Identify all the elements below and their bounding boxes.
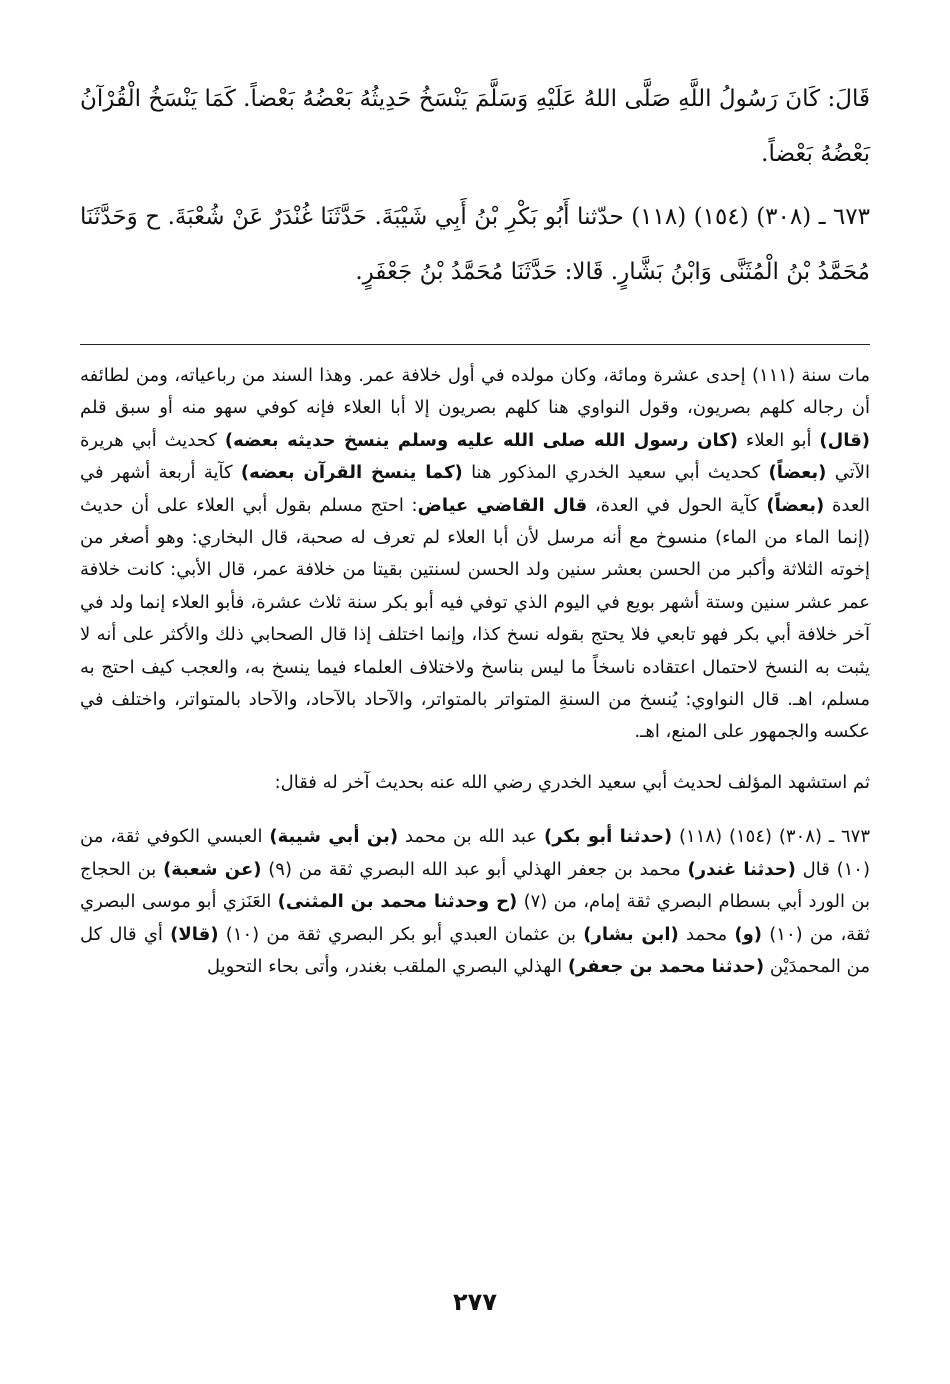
commentary-paragraph (80, 360, 870, 749)
commentary-text: مات سنة (١١١) إحدى عشرة ومائة، وكان مولده في أول خلافة عمر. وهذا السند من رباعياته، ومن لطائفه أن رجاله كلهم بصريون، وقول النواوي هنا كلهم بصريون إلا أبا العلاء فإنه كوفي سهو منه أو سبق قلم (80, 365, 870, 419)
commentary-text: كحديث أبي هريرة الآتي (80, 429, 870, 484)
commentary-text: محمد (678, 923, 735, 945)
bold-quote: (عن شعبة) (163, 858, 262, 880)
bold-quote: (حدثنا غندر) (687, 858, 796, 880)
bold-quote: (قالا) (170, 923, 219, 945)
bold-quote: (ح وحدثنا محمد بن المثنى) (277, 891, 518, 913)
bold-quote: (بعضاً) (766, 494, 825, 516)
bold-quote: (كما ينسخ القرآن بعضه) (240, 462, 463, 484)
bold-quote: قال القاضي عياض (417, 494, 588, 516)
bold-quote: (كان رسول الله صلى الله عليه وسلم ينسخ حديثه بعضه) (224, 429, 738, 451)
hadith-paragraph: ٦٧٣ ـ (٣٠٨) (١٥٤) (١١٨) حدّثنا أَبُو بَكْرِ بْنُ أَبِي شَيْبَةَ. حَدَّثَنَا غُنْدَرٌ عَنْ شُعْبَةَ. ح وَحَدَّثَنَا مُحَمَّدُ بْنُ الْمُثَنَّى وَابْنُ بَشَّارٍ. قَالا: حَدَّثَنَا مُحَمَّدُ بْنُ جَعْفَرٍ. (80, 204, 870, 285)
bold-quote: (ابن بشار) (583, 923, 679, 945)
commentary-text: عبد الله بن محمد (398, 826, 544, 848)
commentary-text: ٦٧٣ ـ (٣٠٨) (١٥٤) (١١٨) (672, 826, 870, 848)
commentary-paragraph: ثم استشهد المؤلف لحديث أبي سعيد الخدري رضي الله عنه بحديث آخر له فقال: (274, 771, 870, 793)
bold-quote: (و) (734, 923, 763, 945)
bold-quote: (بعضاً) (768, 462, 827, 484)
commentary-text: كآية الحول في العدة، (587, 494, 767, 516)
hadith-paragraph: قَالَ: كَانَ رَسُولُ اللَّهِ صَلَّى اللهُ عَلَيْهِ وَسَلَّمَ يَنْسَخُ حَدِيثُهُ بَعْضُهُ بَعْضاً. كَمَا يَنْسَخُ الْقُرْآنُ بَعْضُهُ بَعْضاً. (80, 86, 870, 167)
bold-quote: (بن أبي شيبة) (269, 826, 399, 848)
footnote-divider (80, 344, 870, 345)
bold-quote: (قال) (819, 429, 870, 451)
commentary-paragraph (80, 821, 870, 983)
commentary-section (80, 360, 870, 983)
commentary-text: العبسي الكوفي ثقة، من (١٠) قال (80, 826, 870, 880)
commentary-text: محمد بن جعفر الهذلي أبو عبد الله البصري ثقة من (٩) (261, 858, 688, 880)
commentary-text: : احتج مسلم بقول أبي العلاء على أن حديث (إنما الماء من الماء) منسوخ مع أنه مرسل لأن أبا العلاء لم تعرف له صحبة، قال البخاري: وهو أصغر من إخوته الثلاثة وأكبر من الحسن بعشر سنين ولد الحسن لسنتين بقيتا من خلافة عمر، قال الأبي: كانت خلافة عمر عشر سنين وستة أشهر بويع في اليوم الذي توفي فيه أبو بكر سنة ثلاث عشرة، فأبو العلاء إنما ولد في آخر خلافة أبي بكر فهو تابعي فلا يحتج بقوله نسخ كذا، وإنما اختلف إذا قال الصحابي ذلك والأكثر على أنه لا يثبت به النسخ لاحتمال اعتقاده ناسخاً ما ليس بناسخ ولاختلاف العلماء فيما ينسخ به، والعجب كيف احتج به مسلم، اهـ. قال النواوي: يُنسخ من السنةِ المتواتر بالمتواتر، والآحاد بالآحاد، والآحاد بالمتواتر، واختلف في عكسه والجمهور على المنع، اهـ. (80, 494, 870, 743)
commentary-text: كآية أربعة أشهر في العدة (80, 462, 870, 516)
commentary-text: كحديث أبي سعيد الخدري المذكور هنا (462, 462, 769, 484)
bold-quote: (حدثنا محمد بن جعفر) (567, 955, 765, 977)
bold-quote: (حدثنا أبو بكر) (543, 826, 673, 848)
commentary-text: بن الحجاج بن الورد أبي بسطام البصري ثقة إمام، من (٧) (80, 858, 871, 913)
commentary-text: أي قال كل من المحمدَيْن (80, 923, 870, 977)
commentary-text: العَنَزي أبو موسى البصري ثقة، من (١٠) (80, 891, 871, 945)
commentary-text: أبو العلاء (737, 429, 820, 451)
commentary-text: بن عثمان العبدي أبو بكر البصري ثقة من (١٠) (218, 923, 584, 945)
commentary-text: الهذلي البصري الملقب بغندر، وأتى بحاء التحويل (207, 955, 568, 977)
page-number: ٢٧٧ (453, 1288, 497, 1316)
hadith-text (80, 72, 870, 308)
